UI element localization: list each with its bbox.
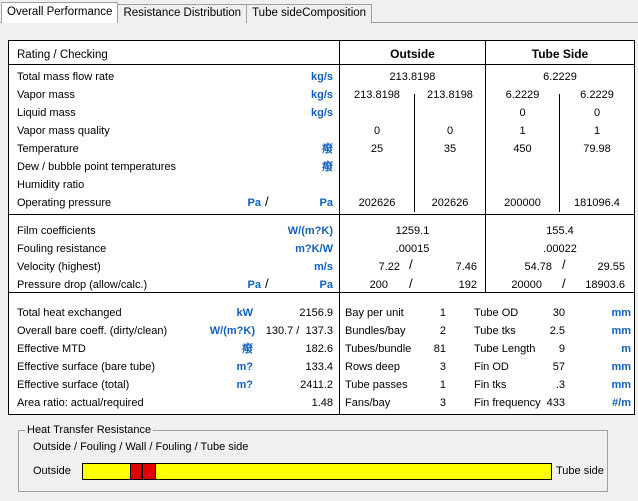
group-title: Heat Transfer Resistance — [27, 424, 152, 436]
outside-a-value: 7.22 — [378, 261, 400, 273]
tube-out-value: 181096.4 — [574, 197, 620, 209]
tube-geom-unit: mm — [611, 379, 631, 391]
tube-geom-value: .3 — [555, 379, 565, 391]
rating-checking-header: Rating / Checking — [17, 49, 108, 61]
row-label: Fouling resistance — [17, 243, 107, 255]
outside-value: 213.8198 — [389, 71, 436, 83]
resistance-bar — [82, 463, 552, 480]
row-label: Pressure drop (allow/calc.) — [17, 279, 148, 291]
summary-value: 2411.2 — [300, 379, 333, 391]
tab-overall-performance[interactable]: Overall Performance — [1, 2, 118, 23]
geom-value: 3 — [439, 361, 446, 373]
row-label: Total mass flow rate — [17, 71, 115, 83]
tube-value: .00022 — [543, 243, 577, 255]
tab-tube-side-composition[interactable]: Tube sideComposition — [246, 4, 372, 23]
unit-separator: / — [265, 194, 269, 209]
row-unit: Pa — [319, 197, 333, 209]
outside-value: .00015 — [395, 243, 430, 255]
tube-geom-value: 30 — [552, 307, 565, 319]
row-unit: kg/s — [310, 71, 333, 83]
summary-value: 2156.9 — [299, 307, 333, 319]
summary-value: 133.4 — [305, 361, 333, 373]
geom-label: Tube passes — [345, 379, 408, 391]
value-separator: / — [409, 257, 413, 272]
row-label: Film coefficients — [17, 225, 96, 237]
results-panel — [8, 40, 635, 415]
outside-a-value: 200 — [369, 279, 388, 291]
summary-value: 182.6 — [305, 343, 333, 355]
tube-geom-unit: mm — [611, 361, 631, 373]
tube-out-value: 6.2229 — [580, 89, 614, 101]
outside-in-value: 213.8198 — [354, 89, 400, 101]
summary-unit: kW — [236, 307, 253, 319]
tube-b-value: 18903.6 — [585, 279, 625, 291]
tube-geom-unit: #/m — [612, 397, 631, 409]
row-unit: 癈 — [322, 143, 333, 155]
geom-value: 3 — [439, 397, 446, 409]
tube-in-value: 1 — [519, 125, 526, 137]
tube-in-value: 6.2229 — [505, 89, 540, 101]
row-unit: Pa — [319, 279, 333, 291]
row-label: Vapor mass quality — [17, 125, 110, 137]
geom-value: 1 — [439, 379, 446, 391]
row-unit: W/(m?K) — [287, 225, 333, 237]
outside-in-value: 202626 — [358, 197, 396, 209]
row-label: Vapor mass — [17, 89, 75, 101]
row-unit-a: Pa — [247, 279, 261, 291]
tube-geom-value: 433 — [546, 397, 565, 409]
tube-geom-value: 2.5 — [549, 325, 565, 337]
row-label: Temperature — [17, 143, 79, 155]
row-label: Operating pressure — [17, 197, 112, 209]
row-unit: m/s — [314, 261, 333, 273]
tube-geom-label: Tube Length — [474, 343, 536, 355]
row-unit: kg/s — [310, 89, 333, 101]
geom-value: 1 — [439, 307, 446, 319]
summary-label: Effective surface (bare tube) — [17, 361, 155, 373]
outside-b-value: 7.46 — [455, 261, 477, 273]
tube-side-label: Tube side — [556, 465, 604, 477]
outside-b-value: 192 — [458, 279, 477, 291]
tube-value: 155.4 — [546, 225, 574, 237]
outside-out-value: 213.8198 — [427, 89, 473, 101]
row-label: Humidity ratio — [17, 179, 85, 191]
tube-side-header: Tube Side — [531, 47, 589, 61]
outside-label: Outside — [33, 465, 71, 477]
tube-geom-value: 9 — [558, 343, 565, 355]
tube-value: 6.2229 — [543, 71, 577, 83]
row-label: Dew / bubble point temperatures — [17, 161, 176, 173]
row-label: Velocity (highest) — [17, 261, 101, 273]
tab-resistance-distribution[interactable]: Resistance Distribution — [117, 4, 247, 23]
geom-label: Tubes/bundle — [345, 343, 412, 355]
summary-value: 1.48 — [311, 397, 333, 409]
summary-label: Total heat exchanged — [17, 307, 122, 319]
tube-geom-label: Fin frequency — [474, 397, 541, 409]
tube-a-value: 54.78 — [524, 261, 552, 273]
value-separator: / — [409, 276, 413, 291]
row-unit: 癈 — [322, 161, 333, 173]
summary-label: Effective MTD — [17, 343, 86, 355]
outside-in-value: 25 — [370, 143, 384, 155]
summary-unit: m? — [236, 379, 253, 391]
tab-strip — [2, 2, 372, 23]
fouling-outside-segment — [130, 464, 142, 479]
unit-separator: / — [265, 276, 269, 291]
summary-value: 130.7 / 137.3 — [265, 325, 333, 337]
summary-unit: 癈 — [242, 343, 253, 355]
outside-out-value: 35 — [443, 143, 457, 155]
resistance-legend: Outside / Fouling / Wall / Fouling / Tube side — [33, 441, 249, 453]
value-separator: / — [562, 276, 566, 291]
summary-label: Overall bare coeff. (dirty/clean) — [17, 325, 168, 337]
tube-geom-unit: m — [621, 343, 631, 355]
tube-out-value: 79.98 — [583, 143, 611, 155]
tube-geom-value: 57 — [552, 361, 565, 373]
outside-header: Outside — [390, 47, 435, 61]
outside-out-value: 0 — [446, 125, 454, 137]
value-separator: / — [562, 257, 566, 272]
geom-value: 2 — [439, 325, 446, 337]
tube-geom-label: Tube OD — [474, 307, 519, 319]
row-unit-a: Pa — [247, 197, 261, 209]
outside-in-value: 0 — [373, 125, 381, 137]
row-unit: kg/s — [310, 107, 333, 119]
tube-in-value: 450 — [513, 143, 532, 155]
tube-out-value: 1 — [593, 125, 601, 137]
tube-a-value: 20000 — [511, 279, 542, 291]
row-label: Liquid mass — [17, 107, 76, 119]
tube-geom-label: Fin tks — [474, 379, 507, 391]
geom-label: Rows deep — [345, 361, 401, 373]
tube-out-value: 0 — [593, 107, 601, 119]
tube-geom-unit: mm — [611, 307, 631, 319]
summary-label: Effective surface (total) — [17, 379, 130, 391]
tube-in-value: 0 — [519, 107, 526, 119]
geom-label: Bay per unit — [345, 307, 404, 319]
tube-geom-unit: mm — [611, 325, 631, 337]
row-unit: m?K/W — [295, 243, 333, 255]
geom-label: Fans/bay — [345, 397, 391, 409]
tube-geom-label: Tube tks — [474, 325, 516, 337]
outside-out-value: 202626 — [431, 197, 469, 209]
tube-geom-label: Fin OD — [474, 361, 509, 373]
summary-unit: W/(m?K) — [209, 325, 255, 337]
summary-unit: m? — [236, 361, 253, 373]
fouling-tube-segment — [142, 464, 156, 479]
tube-b-value: 29.55 — [597, 261, 625, 273]
outside-value: 1259.1 — [395, 225, 430, 237]
summary-label: Area ratio: actual/required — [17, 397, 144, 409]
tube-in-value: 200000 — [504, 197, 541, 209]
geom-value: 81 — [433, 343, 446, 355]
geom-label: Bundles/bay — [345, 325, 406, 337]
